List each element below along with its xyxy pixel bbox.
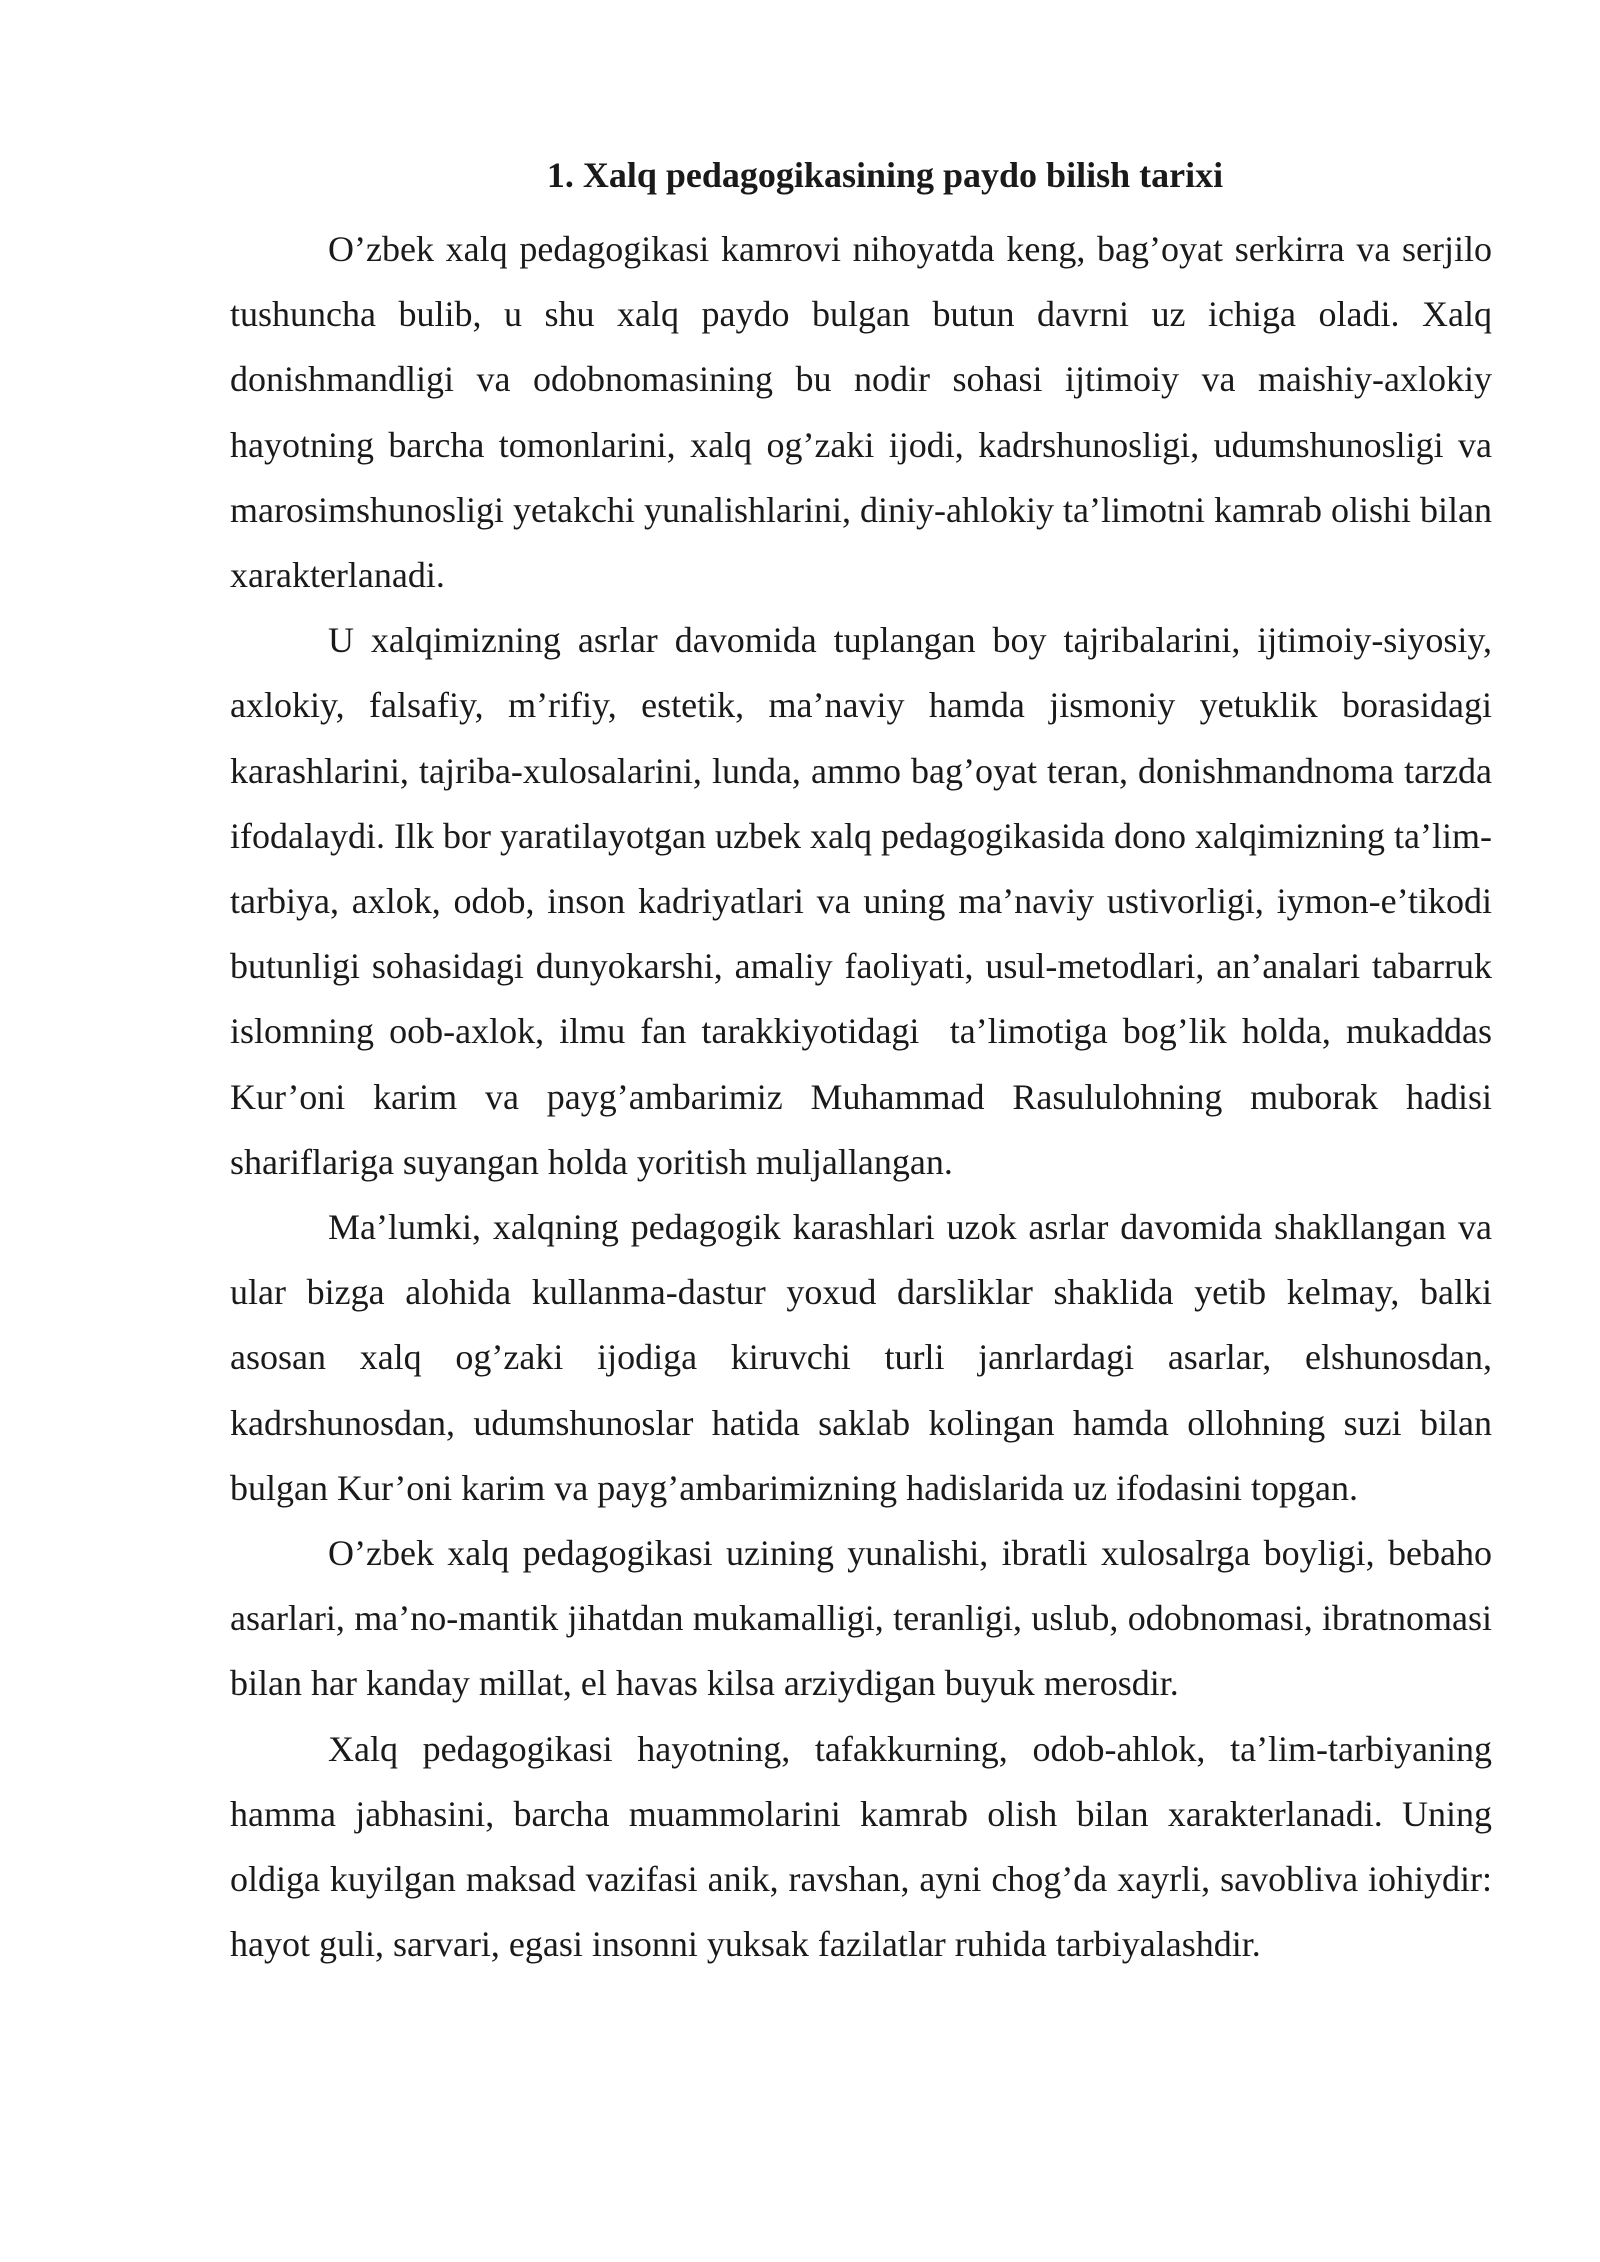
document-body: [230, 152, 1501, 1977]
paragraph-3: Ma’lumki, xalqning pedagogik karashlari uzok asrlar davomida shakllangan va ular bizga alohida kullanma-dastur yoxud darsliklar shaklida yetib kelmay, balki asosan xalq og’zaki ijodiga kiruvchi turli janrlardagi asarlar, elshunosdan, kadrshunosdan, udumshunoslar hatida saklab kolingan hamda ollohning suzi bilan bulgan Kur’oni karim va payg’ambarimizning hadislarida uz ifodasini topgan.: [230, 1207, 1501, 1508]
section-title: 1. Xalq pedagogikasining paydo bilish tarixi: [546, 155, 1224, 195]
paragraph-2: U xalqimizning asrlar davomida tuplangan boy tajribalarini, ijtimoiy-siyosiy, axlokiy, falsafiy, m’rifiy, estetik, ma’naviy hamda jismoniy yetuklik borasidagi karashlarini, tajriba-xulosalarini, lunda, ammo bag’oyat teran, donishmandnoma tarzda ifodalaydi. Ilk bor yaratilayotgan uzbek xalq pedagogikasida dono xalqimizning ta’lim-tarbiya, axlok, odob, inson kadriyatlari va uning ma’naviy ustivorligi, iymon-e’tikodi butunligi sohasidagi dunyokarshi, amaliy faoliyati, usul-metodlari, an’analari tabarruk islomning oob-axlok, ilmu fan tarakkiyotidagi ta’limotiga bog’lik holda, mukaddas Kur’oni karim va payg’ambarimiz Muhammad Rasululohning muborak hadisi shariflariga suyangan holda yoritish muljallangan.: [230, 620, 1501, 1182]
paragraph-5: Xalq pedagogikasi hayotning, tafakkurning, odob-ahlok, ta’lim-tarbiyaning hamma jabhasini, barcha muammolarini kamrab olish bilan xarakterlanadi. Uning oldiga kuyilgan maksad vazifasi anik, ravshan, ayni chog’da xayrli, savobliva iohiydir: hayot guli, sarvari, egasi insonni yuksak fazilatlar ruhida tarbiyalashdir.: [230, 1728, 1501, 1965]
paragraph-4: O’zbek xalq pedagogikasi uzining yunalishi, ibratli xulosalrga boyligi, bebaho asarlari, ma’no-mantik jihatdan mukamalligi, teranligi, uslub, odobnomasi, ibratnomasi bilan har kanday millat, el havas kilsa arziydigan buyuk merosdir.: [230, 1533, 1501, 1704]
paragraph-1: O’zbek xalq pedagogikasi kamrovi nihoyatda keng, bag’oyat serkirra va serjilo tushuncha bulib, u shu xalq paydo bulgan butun davrni uz ichiga oladi. Xalq donishmandligi va odobnomasining bu nodir sohasi ijtimoiy va maishiy-axlokiy hayotning barcha tomonlarini, xalq og’zaki ijodi, kadrshunosligi, udumshunosligi va marosimshunosligi yetakchi yunalishlarini, diniy-ahlokiy ta’limotni kamrab olishi bilan xarakterlanadi.: [230, 229, 1501, 596]
